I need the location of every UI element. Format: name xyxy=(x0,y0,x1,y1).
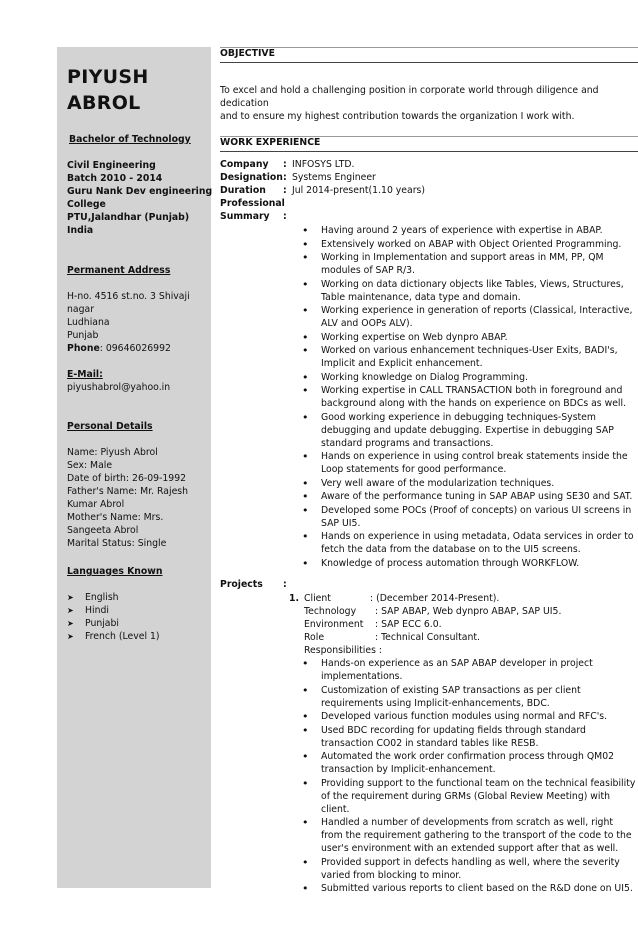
role-value: : Technical Consultant. xyxy=(375,632,480,643)
objective-line: To excel and hold a challenging position in corporate world through diligence and dedication xyxy=(220,85,599,109)
arrow-bullet-icon: ➤ xyxy=(67,606,74,615)
summary-item: • Working expertise on Web dynpro ABAP. xyxy=(302,331,634,344)
summary-item: • Working experience in generation of reports (Classical, Interactive, ALV and OOPs ALV). xyxy=(302,304,634,330)
colon: : xyxy=(283,172,287,183)
arrow-bullet-icon: ➤ xyxy=(67,593,74,602)
language-label: Hindi xyxy=(85,605,109,616)
responsibility-item: • Automated the work order confirmation process through QM02 transaction by Implicit-enhancement. xyxy=(302,750,636,776)
languages-heading: Languages Known xyxy=(67,566,163,577)
language-item xyxy=(67,592,119,603)
summary-item: • Developed some POCs (Proof of concepts) on various UI screens in SAP UI5. xyxy=(302,504,634,530)
responsibility-item: • Customization of existing SAP transactions as per client requirements using Implicit-enhancements, BDC. xyxy=(302,684,636,710)
address-line: Ludhiana xyxy=(67,317,110,328)
company-value: INFOSYS LTD. xyxy=(292,159,355,170)
summary-item: • Hands on experience in using metadata, Odata services in order to fetch the data from the database on to the UI5 screens. xyxy=(302,530,634,556)
language-item xyxy=(67,618,119,629)
client-label: Client xyxy=(304,593,331,604)
phone-line xyxy=(67,342,190,355)
arrow-bullet-icon: ➤ xyxy=(67,619,74,628)
personal-line: Kumar Abrol xyxy=(67,499,125,510)
environment-value: : SAP ECC 6.0. xyxy=(375,619,442,630)
education-line: College xyxy=(67,199,106,210)
colon: : xyxy=(283,211,287,222)
objective-heading: OBJECTIVE xyxy=(220,47,638,63)
education-line: PTU,Jalandhar (Punjab) xyxy=(67,212,190,223)
summary-list xyxy=(302,224,634,570)
arrow-bullet-icon: ➤ xyxy=(67,632,74,641)
language-label: French (Level 1) xyxy=(85,631,160,642)
candidate-name xyxy=(67,64,149,116)
summary-item: • Good working experience in debugging techniques-System debugging and update debugging. Expertise in debugging SAP standard programs and transactions. xyxy=(302,411,634,450)
colon: : xyxy=(283,579,287,590)
role-label: Role xyxy=(304,632,325,643)
name-line-1: PIYUSH xyxy=(67,66,149,88)
responsibility-item: • Handled a number of developments from scratch as well, right from the requirement gathering to the transport of the code to the user's environment with an extended support after that as well. xyxy=(302,816,636,855)
responsibility-item: • Developed various function modules using normal and RFC's. xyxy=(302,710,636,723)
language-label: Punjabi xyxy=(85,618,119,629)
responsibility-item: • Hands-on experience as an SAP ABAP developer in project implementations. xyxy=(302,657,636,683)
responsibility-item: • Providing support to the functional team on the technical feasibility of the requirement during GRMs (Global Review Meeting) with client. xyxy=(302,777,636,816)
address-block xyxy=(67,290,190,355)
objective-line: and to ensure my highest contribution towards the organization I work with. xyxy=(220,111,575,122)
summary-item: • Aware of the performance tuning in SAP ABAP using SE30 and SAT. xyxy=(302,490,634,503)
email-value: piyushabrol@yahoo.in xyxy=(67,382,171,393)
technology-label: Technology xyxy=(304,606,357,617)
project-number: 1. xyxy=(289,593,300,604)
education-line: Civil Engineering xyxy=(67,160,156,171)
personal-line: Sangeeta Abrol xyxy=(67,525,139,536)
education-line: India xyxy=(67,225,94,236)
responsibility-item: • Used BDC recording for updating fields through standard transaction CO02 in standard tables like RESB. xyxy=(302,724,636,750)
address-heading: Permanent Address xyxy=(67,265,171,276)
professional-label: Professional xyxy=(220,198,285,209)
summary-item: • Hands on experience in using control break statements inside the Loop statements for good performance. xyxy=(302,450,634,476)
language-item xyxy=(67,605,109,616)
summary-item: • Having around 2 years of experience with expertise in ABAP. xyxy=(302,224,634,237)
company-label: Company xyxy=(220,159,269,170)
summary-item: • Working on data dictionary objects like Tables, Views, Structures, Table maintenance, data type and domain. xyxy=(302,278,634,304)
designation-value: Systems Engineer xyxy=(292,172,376,183)
responsibilities-list xyxy=(302,657,636,896)
summary-item: • Knowledge of process automation through WORKFLOW. xyxy=(302,557,634,570)
personal-heading: Personal Details xyxy=(67,421,153,432)
personal-line: Name: Piyush Abrol xyxy=(67,447,158,458)
projects-label: Projects xyxy=(220,579,263,590)
designation-label: Designation xyxy=(220,172,283,183)
summary-item: • Extensively worked on ABAP with Object Oriented Programming. xyxy=(302,238,634,251)
personal-line: Date of birth: 26-09-1992 xyxy=(67,473,187,484)
duration-value: Jul 2014-present(1.10 years) xyxy=(292,185,426,196)
language-item xyxy=(67,631,160,642)
colon: : xyxy=(283,185,287,196)
address-line: H-no. 4516 st.no. 3 Shivaji xyxy=(67,291,190,302)
education-line: Guru Nank Dev engineering xyxy=(67,186,213,197)
language-label: English xyxy=(85,592,119,603)
personal-block xyxy=(67,446,188,550)
colon: : xyxy=(283,159,287,170)
personal-line: Mother's Name: Mrs. xyxy=(67,512,164,523)
responsibility-item: • Submitted various reports to client based on the R&D done on UI5. xyxy=(302,882,636,895)
objective-text xyxy=(220,84,638,123)
environment-label: Environment xyxy=(304,619,364,630)
client-value: : (December 2014-Present). xyxy=(370,593,500,604)
education-block xyxy=(67,159,212,237)
personal-line: Marital Status: Single xyxy=(67,538,167,549)
address-line: nagar xyxy=(67,304,95,315)
responsibility-item: • Provided support in defects handling as well, where the severity varied from blocking to minor. xyxy=(302,856,636,882)
name-line-2: ABROL xyxy=(67,92,141,114)
summary-item: • Working expertise in CALL TRANSACTION both in foreground and background along with the hands on experience on BDCs as well. xyxy=(302,384,634,410)
summary-label: Summary xyxy=(220,211,270,222)
summary-item: • Very well aware of the modularization techniques. xyxy=(302,477,634,490)
phone-value: : 09646026992 xyxy=(99,343,171,354)
email-heading: E-Mail: xyxy=(67,369,103,380)
degree-heading: Bachelor of Technology xyxy=(69,134,191,145)
duration-label: Duration xyxy=(220,185,266,196)
summary-item: • Working knowledge on Dialog Programming. xyxy=(302,371,634,384)
technology-value: : SAP ABAP, Web dynpro ABAP, SAP UI5. xyxy=(375,606,562,617)
personal-line: Sex: Male xyxy=(67,460,113,471)
address-line: Punjab xyxy=(67,330,99,341)
summary-item: • Worked on various enhancement techniques-User Exits, BADI's, Implicit and Explicit enhancement. xyxy=(302,344,634,370)
responsibilities-label: Responsibilities : xyxy=(304,645,383,656)
phone-label: Phone xyxy=(67,343,100,354)
education-line: Batch 2010 - 2014 xyxy=(67,173,163,184)
personal-line: Father's Name: Mr. Rajesh xyxy=(67,486,189,497)
work-experience-heading: WORK EXPERIENCE xyxy=(220,136,638,152)
summary-item: • Working in Implementation and support areas in MM, PP, QM modules of SAP R/3. xyxy=(302,251,634,277)
